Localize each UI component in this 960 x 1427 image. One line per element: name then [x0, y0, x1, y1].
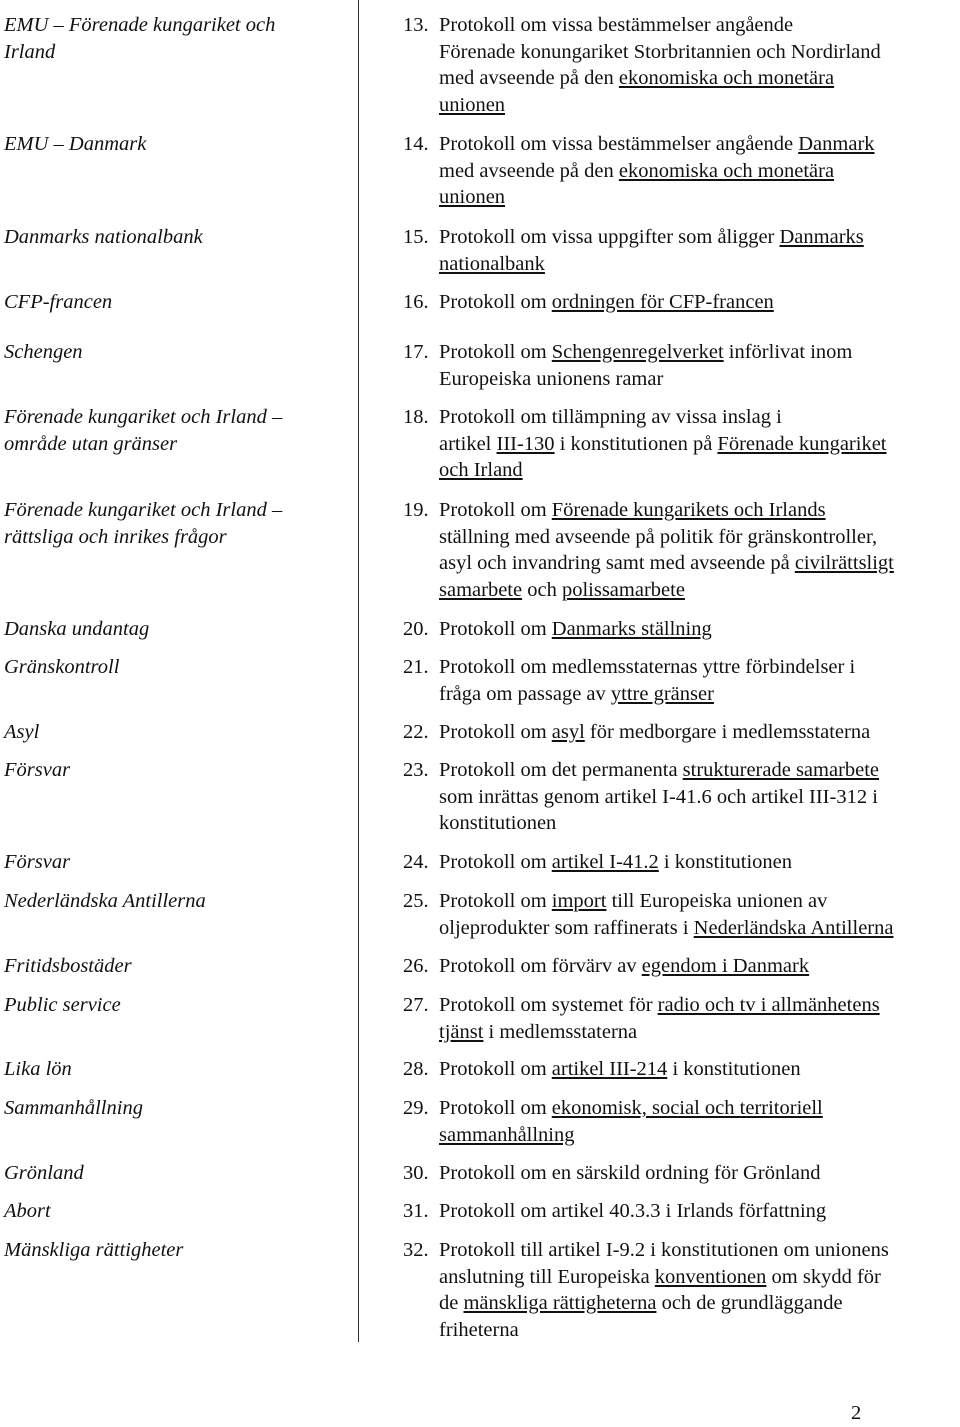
protocol-number: 28. [403, 1058, 429, 1080]
hyperlink[interactable]: import [551, 890, 607, 912]
protocol-line [439, 681, 960, 708]
topic-label [4, 888, 344, 915]
protocol-text: konstitutionen [439, 812, 557, 834]
protocol-number: 23. [403, 759, 429, 781]
protocol-line [439, 1019, 960, 1046]
protocol-entry [403, 131, 960, 211]
protocol-text: med avseende på den [439, 67, 619, 89]
protocol-entry [403, 616, 960, 643]
topic-line: Schengen [4, 341, 83, 363]
protocol-line [439, 92, 960, 119]
protocol-line [439, 1290, 960, 1317]
protocol-line [439, 289, 960, 316]
topic-label [4, 131, 344, 158]
topic-label [4, 1056, 344, 1083]
protocol-text: ställning med avseende på politik för gränskontroller, [439, 525, 878, 548]
protocol-entry [403, 654, 960, 707]
protocol-text: om skydd för [766, 1265, 881, 1288]
protocol-line [439, 654, 960, 681]
hyperlink[interactable]: artikel I-41.2 [551, 851, 659, 873]
protocol-line [439, 992, 960, 1019]
hyperlink[interactable]: egendom i Danmark [641, 955, 810, 977]
protocol-entry [403, 719, 960, 746]
topic-label [4, 497, 344, 550]
topic-label [4, 224, 344, 251]
protocol-line [439, 1095, 960, 1122]
protocol-number: 32. [403, 1239, 429, 1261]
topic-label [4, 339, 344, 366]
protocol-text: Protokoll om [439, 1097, 552, 1119]
hyperlink[interactable]: ekonomiska och monetära [618, 159, 835, 182]
protocol-entry [403, 404, 960, 484]
protocol-entry [403, 1095, 960, 1148]
protocol-text: i konstitutionen [667, 1058, 801, 1080]
protocol-text: friheterna [439, 1318, 519, 1341]
topic-label [4, 953, 344, 980]
protocol-line [439, 719, 960, 746]
protocol-number: 24. [403, 851, 429, 873]
protocol-line [439, 12, 960, 39]
topic-line: Public service [4, 994, 121, 1016]
protocol-line [439, 39, 960, 66]
protocol-line [439, 1264, 960, 1291]
hyperlink[interactable]: ordningen för CFP-francen [551, 291, 774, 313]
protocol-number: 22. [403, 721, 429, 743]
topic-line: Mänskliga rättigheter [4, 1239, 184, 1261]
protocol-text: Protokoll om systemet för [439, 994, 658, 1016]
protocol-text: Protokoll om [439, 1058, 552, 1080]
topic-line: CFP-francen [4, 291, 113, 313]
protocol-number: 26. [403, 955, 429, 977]
protocol-line [439, 404, 960, 431]
topic-line: Försvar [4, 759, 71, 781]
protocol-text: Förenade konungariket Storbritannien och Nordirland [439, 40, 881, 63]
hyperlink[interactable]: unionen [439, 186, 506, 208]
protocol-text: Protokoll om [439, 851, 552, 873]
protocol-line [439, 1198, 960, 1225]
topic-label [4, 1160, 344, 1187]
protocol-entry [403, 1056, 960, 1083]
protocol-line [439, 849, 960, 876]
protocol-text: med avseende på den [439, 159, 619, 182]
topic-line: område utan gränser [4, 432, 178, 455]
protocol-line [439, 339, 960, 366]
protocol-entry [403, 1198, 960, 1225]
topic-label [4, 757, 344, 784]
protocol-text: Protokoll om vissa bestämmelser angående [439, 133, 799, 155]
protocol-entry [403, 849, 960, 876]
protocol-number: 25. [403, 890, 429, 912]
topic-line: Danmarks nationalbank [4, 226, 203, 248]
protocol-line [439, 224, 960, 251]
hyperlink[interactable]: asyl [551, 721, 585, 743]
protocol-text: till Europeiska unionen av [606, 890, 828, 912]
protocol-entry [403, 888, 960, 941]
hyperlink[interactable]: yttre gränser [610, 682, 714, 705]
protocol-line [439, 184, 960, 211]
protocol-text: anslutning till Europeiska [439, 1265, 655, 1288]
hyperlink[interactable]: konventionen [654, 1265, 767, 1288]
protocol-line [439, 497, 960, 524]
protocol-line [439, 251, 960, 278]
protocol-line [439, 616, 960, 643]
protocol-text: fråga om passage av [439, 682, 611, 705]
protocol-line [439, 757, 960, 784]
topic-line: Sammanhållning [4, 1097, 143, 1119]
topic-label [4, 1198, 344, 1225]
protocol-text: Protokoll om det permanenta [439, 759, 683, 781]
protocol-line [439, 366, 960, 393]
hyperlink[interactable]: ekonomiska och monetära [618, 67, 835, 89]
topic-label [4, 849, 344, 876]
hyperlink[interactable]: samarbete [439, 578, 523, 601]
protocol-line [439, 1317, 960, 1344]
protocol-text: i medlemsstaterna [483, 1020, 638, 1043]
protocol-line [439, 1160, 960, 1187]
protocol-line [439, 550, 960, 577]
protocol-entry [403, 757, 960, 837]
protocol-entry [403, 1237, 960, 1343]
protocol-number: 15. [403, 226, 429, 248]
protocol-line [439, 131, 960, 158]
protocol-line [439, 915, 960, 942]
hyperlink[interactable]: Danmarks ställning [551, 618, 712, 640]
protocol-number: 14. [403, 133, 429, 155]
protocol-text: Protokoll om tillämpning av vissa inslag i [439, 406, 782, 428]
topic-line: Försvar [4, 851, 71, 873]
protocol-text: Protokoll om [439, 499, 552, 521]
protocol-line [439, 810, 960, 837]
protocol-line [439, 1122, 960, 1149]
hyperlink[interactable]: civilrättsligt [794, 552, 894, 574]
protocol-line [439, 1056, 960, 1083]
protocol-text: artikel [439, 432, 497, 455]
protocol-number: 20. [403, 618, 429, 640]
topic-label [4, 654, 344, 681]
protocol-text: Europeiska unionens ramar [439, 367, 664, 390]
protocol-line [439, 577, 960, 604]
protocol-text: Protokoll till artikel I-9.2 i konstitutionen om unionens [439, 1239, 889, 1261]
protocol-line [439, 431, 960, 458]
protocol-text: i konstitutionen på [554, 432, 718, 455]
protocol-entry [403, 497, 960, 603]
protocol-text: Protokoll om [439, 890, 552, 912]
hyperlink[interactable]: ekonomisk, social och territoriell [551, 1097, 823, 1119]
protocol-text: de [439, 1292, 464, 1314]
topic-line: EMU – Förenade kungariket och [4, 14, 276, 36]
hyperlink[interactable]: polissamarbete [561, 578, 685, 601]
protocol-line [439, 65, 960, 92]
protocol-text: Protokoll om vissa uppgifter som åligger [439, 226, 780, 248]
protocol-text: Protokoll om [439, 341, 552, 363]
protocol-entry [403, 339, 960, 392]
protocol-text: Protokoll om artikel 40.3.3 i Irlands författning [439, 1200, 827, 1222]
hyperlink[interactable]: unionen [439, 93, 506, 116]
protocol-text: i konstitutionen [658, 851, 793, 873]
hyperlink[interactable]: Danmarks [779, 226, 864, 248]
protocol-text: Protokoll om en särskild ordning för Grönland [439, 1162, 821, 1184]
topic-line: Abort [4, 1200, 51, 1222]
protocol-text: för medborgare i medlemsstaterna [584, 721, 871, 743]
hyperlink[interactable]: och Irland [439, 459, 523, 481]
protocol-number: 18. [403, 406, 429, 428]
protocol-line [439, 953, 960, 980]
topic-label [4, 1095, 344, 1122]
protocol-text: införlivat inom [723, 341, 853, 363]
protocol-number: 17. [403, 341, 429, 363]
hyperlink[interactable]: Förenade kungariket [717, 432, 887, 455]
protocol-number: 29. [403, 1097, 429, 1119]
protocol-text: och [522, 578, 562, 601]
topic-line: EMU – Danmark [4, 133, 147, 155]
protocol-number: 21. [403, 656, 429, 678]
topic-line: Lika lön [4, 1058, 72, 1080]
topic-label [4, 404, 344, 457]
protocol-text: Protokoll om förvärv av [439, 955, 642, 977]
protocol-text: Protokoll om [439, 721, 552, 743]
protocol-text: som inrättas genom artikel I-41.6 och artikel III-312 i [439, 785, 878, 808]
hyperlink[interactable]: strukturerade samarbete [682, 759, 880, 781]
topic-label [4, 289, 344, 316]
hyperlink[interactable]: tjänst [439, 1020, 484, 1043]
hyperlink[interactable]: III-130 [496, 432, 555, 455]
hyperlink[interactable]: Nederländska Antillerna [693, 916, 894, 939]
protocol-number: 16. [403, 291, 429, 313]
topic-label [4, 719, 344, 746]
hyperlink[interactable]: artikel III-214 [551, 1058, 668, 1080]
protocol-number: 27. [403, 994, 429, 1016]
protocol-text: Protokoll om medlemsstaternas yttre förbindelser i [439, 656, 856, 678]
protocol-text: oljeprodukter som raffinerats i [439, 916, 694, 939]
protocol-entry [403, 12, 960, 118]
protocol-text: Protokoll om [439, 291, 552, 313]
protocol-text: asyl och invandring samt med avseende på [439, 552, 795, 574]
protocol-entry [403, 289, 960, 316]
protocol-line [439, 1237, 960, 1264]
topic-line: Grönland [4, 1162, 84, 1184]
protocol-line [439, 158, 960, 185]
protocol-text: Protokoll om [439, 618, 552, 640]
topic-line: Asyl [4, 721, 40, 743]
protocol-entry [403, 1160, 960, 1187]
topic-line: Fritidsbostäder [4, 955, 132, 977]
hyperlink[interactable]: Danmark [798, 133, 875, 155]
topic-line: Danska undantag [4, 618, 150, 640]
topic-line: Nederländska Antillerna [4, 890, 206, 912]
topic-line: Gränskontroll [4, 656, 120, 678]
protocol-number: 19. [403, 499, 429, 521]
topic-label [4, 12, 344, 65]
topic-label [4, 616, 344, 643]
topic-label [4, 1237, 344, 1264]
hyperlink[interactable]: radio och tv i allmänhetens [657, 994, 880, 1016]
topic-label [4, 992, 344, 1019]
protocol-number: 30. [403, 1162, 429, 1184]
topic-line: Förenade kungariket och Irland – [4, 406, 283, 428]
protocol-line [439, 888, 960, 915]
hyperlink[interactable]: Förenade kungarikets och Irlands [551, 499, 826, 521]
protocol-entry [403, 953, 960, 980]
protocol-number: 31. [403, 1200, 429, 1222]
hyperlink[interactable]: nationalbank [439, 252, 545, 275]
protocol-line [439, 457, 960, 484]
protocol-number: 13. [403, 14, 429, 36]
protocol-line [439, 784, 960, 811]
protocol-text: Protokoll om vissa bestämmelser angående [439, 14, 794, 36]
hyperlink[interactable]: sammanhållning [439, 1123, 575, 1146]
protocol-entry [403, 992, 960, 1045]
protocol-text: och de grundläggande [656, 1292, 843, 1314]
protocol-entry [403, 224, 960, 277]
page-number: 2 [851, 1402, 862, 1424]
protocol-line [439, 524, 960, 551]
topic-line: Irland [4, 40, 56, 63]
hyperlink[interactable]: mänskliga rättigheterna [463, 1292, 657, 1314]
column-divider [358, 0, 359, 1342]
hyperlink[interactable]: Schengenregelverket [551, 341, 724, 363]
topic-line: rättsliga och inrikes frågor [4, 525, 227, 548]
topic-line: Förenade kungariket och Irland – [4, 499, 283, 521]
